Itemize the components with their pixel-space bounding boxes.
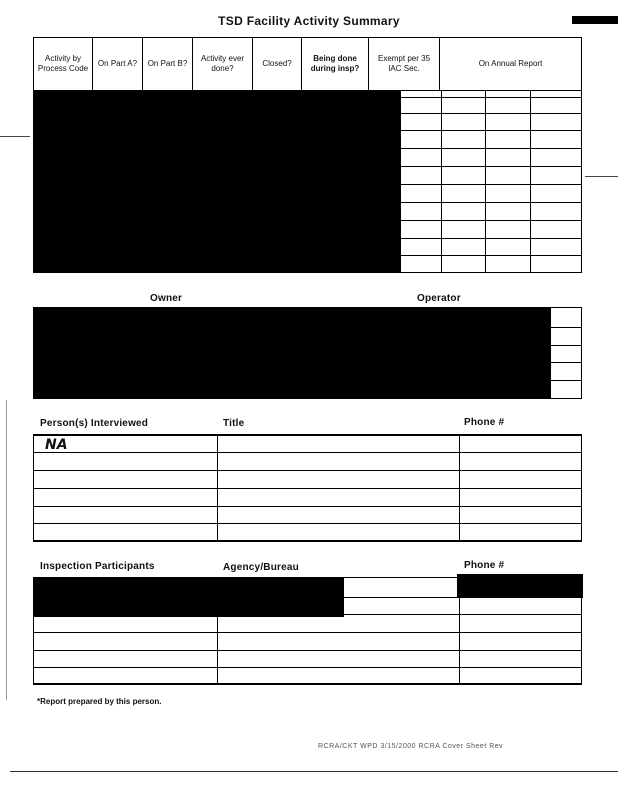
col-on-part-b: On Part B? bbox=[147, 59, 188, 68]
persons-interviewed-label: Person(s) Interviewed bbox=[40, 418, 149, 429]
col-annual-report: On Annual Report bbox=[478, 59, 543, 68]
phone-label: Phone # bbox=[464, 417, 505, 428]
col-exempt: Exempt per 35 IAC Sec. bbox=[377, 54, 431, 73]
title-label: Title bbox=[223, 418, 245, 429]
owner-label: Owner bbox=[150, 293, 183, 304]
phone-label-2: Phone # bbox=[464, 560, 505, 571]
col-activity-ever-done: Activity ever done? bbox=[200, 54, 245, 73]
col-being-done: Being done during insp? bbox=[310, 54, 360, 73]
inspection-participants-label: Inspection Participants bbox=[40, 561, 155, 572]
redacted-activity-rows bbox=[33, 91, 401, 272]
footer-text: RCRA/CKT WPD 3/15/2000 RCRA Cover Sheet Rev bbox=[318, 743, 504, 750]
redacted-participants bbox=[33, 577, 344, 617]
form-title: TSD Facility Activity Summary bbox=[218, 14, 400, 28]
agency-bureau-label: Agency/Bureau bbox=[223, 562, 299, 573]
redacted-owner-operator bbox=[33, 307, 551, 399]
handwritten-na: NA bbox=[45, 437, 68, 453]
scan-smudge bbox=[572, 16, 618, 24]
col-on-part-a: On Part A? bbox=[97, 59, 138, 68]
footnote: *Report prepared by this person. bbox=[37, 697, 162, 706]
col-activity-code: Activity by Process Code bbox=[37, 54, 89, 73]
redacted-phone bbox=[457, 574, 583, 598]
operator-label: Operator bbox=[417, 293, 461, 304]
col-closed: Closed? bbox=[262, 59, 292, 68]
